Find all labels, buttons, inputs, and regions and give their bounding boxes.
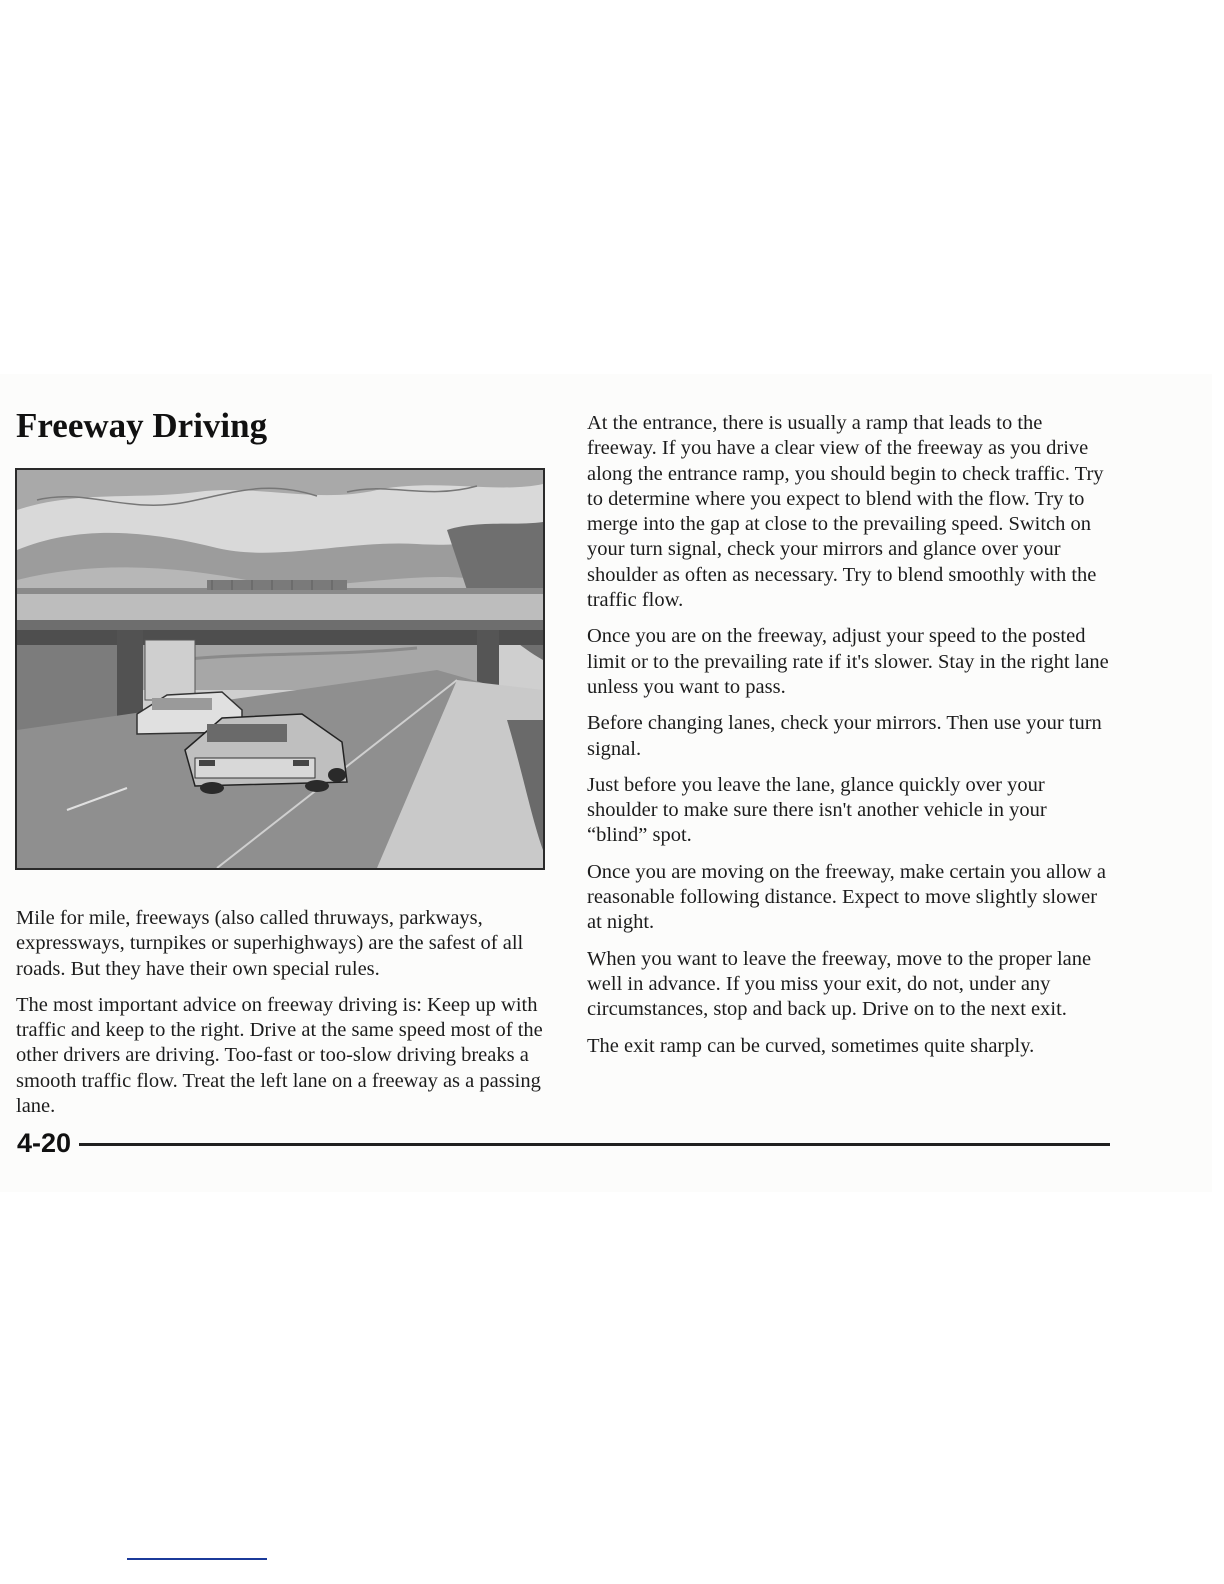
paragraph: When you want to leave the freeway, move to the proper lane well in advance. If you miss your exit, do not, under any circumstances, stop and back up. Drive on to the next exit.: [587, 947, 1092, 1021]
paragraph: Just before you leave the lane, glance quickly over your shoulder to make sure there isn't another vehicle in your “blind” spot.: [587, 773, 1047, 847]
paragraph: Mile for mile, freeways (also called thruways, parkways, expressways, turnpikes or superhighways) are the safest of all roads. But they have their own special rules.: [16, 907, 524, 980]
paragraph: Once you are moving on the freeway, make certain you allow a reasonable following distance. Expect to move slightly slower at night.: [587, 860, 1106, 934]
paragraph: The exit ramp can be curved, sometimes quite sharply.: [587, 1034, 1035, 1057]
paragraph: The most important advice on freeway driving is: Keep up with traffic and keep to the right. Drive at the same speed most of the other drivers are driving. Too-fast or too-slow driving breaks a smooth traffic flow. Treat the left lane on a freeway as a passing lane.: [16, 993, 543, 1118]
paragraph: At the entrance, there is usually a ramp that leads to the freeway. If you have a clear view of the freeway as you drive along the entrance ramp, you should begin to check traffic. Try to determine where you expect to blend with the flow. Try to merge into the gap at close to the prevailing speed. Switch on your turn signal, check your mirrors and glance over your shoulder as often as necessary. Try to blend smoothly with the traffic flow.: [587, 412, 1104, 612]
footer-rule: [79, 1143, 1110, 1146]
section-title: Freeway Driving: [16, 406, 268, 445]
page-number: 4-20: [17, 1128, 72, 1158]
right-column: [587, 411, 1109, 1070]
bottom-divider: [127, 1558, 267, 1560]
left-column: [16, 906, 552, 1130]
paragraph: Once you are on the freeway, adjust your speed to the posted limit or to the prevailing rate if it's slower. Stay in the right lane unless you want to pass.: [587, 625, 1109, 698]
freeway-overpass-illustration: [15, 468, 545, 870]
paragraph: Before changing lanes, check your mirrors. Then use your turn signal.: [587, 712, 1102, 760]
